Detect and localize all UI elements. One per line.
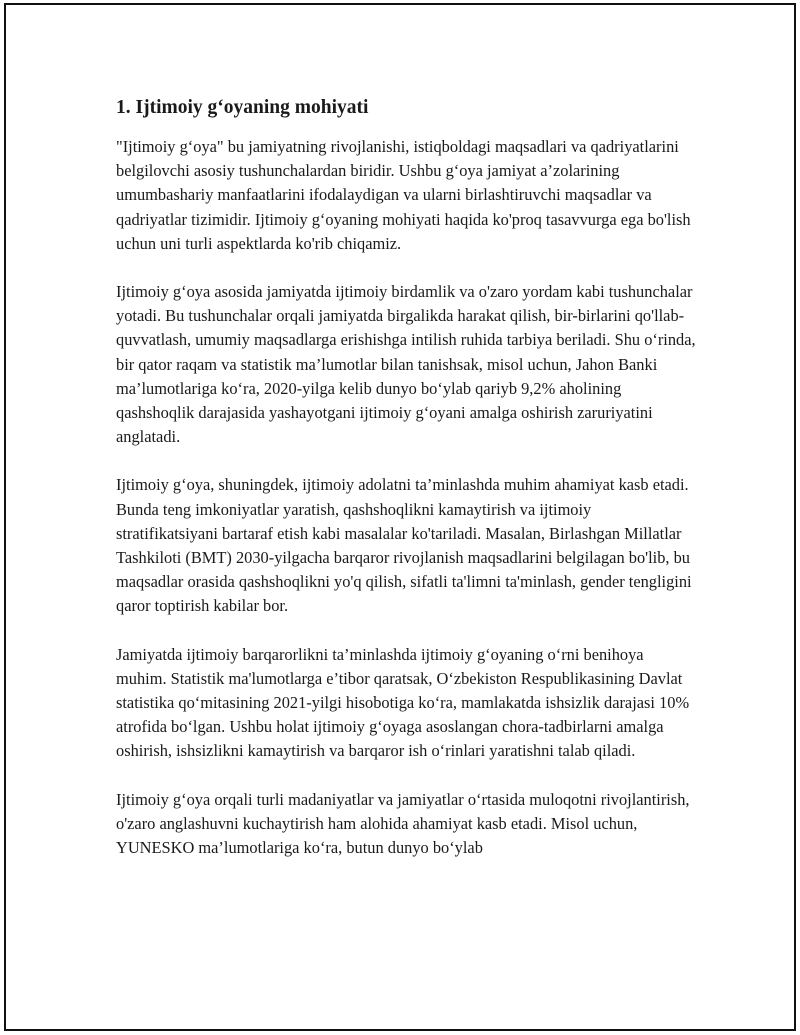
paragraph-4: Jamiyatda ijtimoiy barqarorlikni ta’minlashda ijtimoiy g‘oyaning o‘rni benihoya muhim. Statistik ma'lumotlarga e’tibor qaratsak, O‘zbekiston Respublikasining Davlat statistika qo‘mitasining 2021-yilgi hisobotiga ko‘ra, mamlakatda ishsizlik darajasi 10% atrofida bo‘lgan. Ushbu holat ijtimoiy g‘oyaga asoslangan chora-tadbirlarni amalga oshirish, ishsizlikni kamaytirish va barqaror ish o‘rinlari yaratishni talab qiladi.: [116, 644, 690, 761]
paragraph-3: Ijtimoiy g‘oya, shuningdek, ijtimoiy adolatni ta’minlashda muhim ahamiyat kasb etadi. Bunda teng imkoniyatlar yaratish, qashshoqlikni kamaytirish va ijtimoiy stratifikatsiyani bartaraf etish kabi masalalar ko'tariladi. Masalan, Birlashgan Millatlar Tashkiloti (BMT) 2030-yilgacha barqaror rivojlanish maqsadlarini belgilagan bo'lib, bu maqsadlar orasida qashshoqlikni yo'q qilish, sifatli ta'limni ta'minlash, gender tengligini qaror toptirish kabilar bor.: [116, 475, 692, 616]
document-body: [116, 95, 696, 884]
paragraph-1: "Ijtimoiy g‘oya" bu jamiyatning rivojlanishi, istiqboldagi maqsadlari va qadriyatlarini belgilovchi asosiy tushunchalardan biridir. Ushbu g‘oya jamiyat a’zolarining umumbashariy manfaatlarini ifodalaydigan va ularni birlashtiruvchi maqsadlar va qadriyatlar tizimidir. Ijtimoiy g‘oyaning mohiyati haqida ko'proq tasavvurga ega bo'lish uchun uni turli aspektlarda ko'rib chiqamiz.: [116, 137, 691, 253]
section-heading: 1. Ijtimoiy g‘oyaning mohiyati: [116, 97, 369, 118]
paragraph-2: Ijtimoiy g‘oya asosida jamiyatda ijtimoiy birdamlik va o'zaro yordam kabi tushunchalar yotadi. Bu tushunchalar orqali jamiyatda birgalikda harakat qilish, bir-birlarini qo'llab-quvvatlash, umumiy maqsadlarga erishishga intilish ruhida tarbiya beriladi. Shu o‘rinda, bir qator raqam va statistik ma’lumotlar bilan tanishsak, misol uchun, Jahon Banki ma’lumotlariga ko‘ra, 2020-yilga kelib dunyo bo‘ylab qariyb 9,2% aholining qashshoqlik darajasida yashayotgani ijtimoiy g‘oyani amalga oshirish zaruriyatini anglatadi.: [116, 282, 696, 447]
paragraph-5: Ijtimoiy g‘oya orqali turli madaniyatlar va jamiyatlar o‘rtasida muloqotni rivojlantirish, o'zaro anglashuvni kuchaytirish ham alohida ahamiyat kasb etadi. Misol uchun, YUNESKO ma’lumotlariga ko‘ra, butun dunyo bo‘ylab: [116, 789, 690, 858]
